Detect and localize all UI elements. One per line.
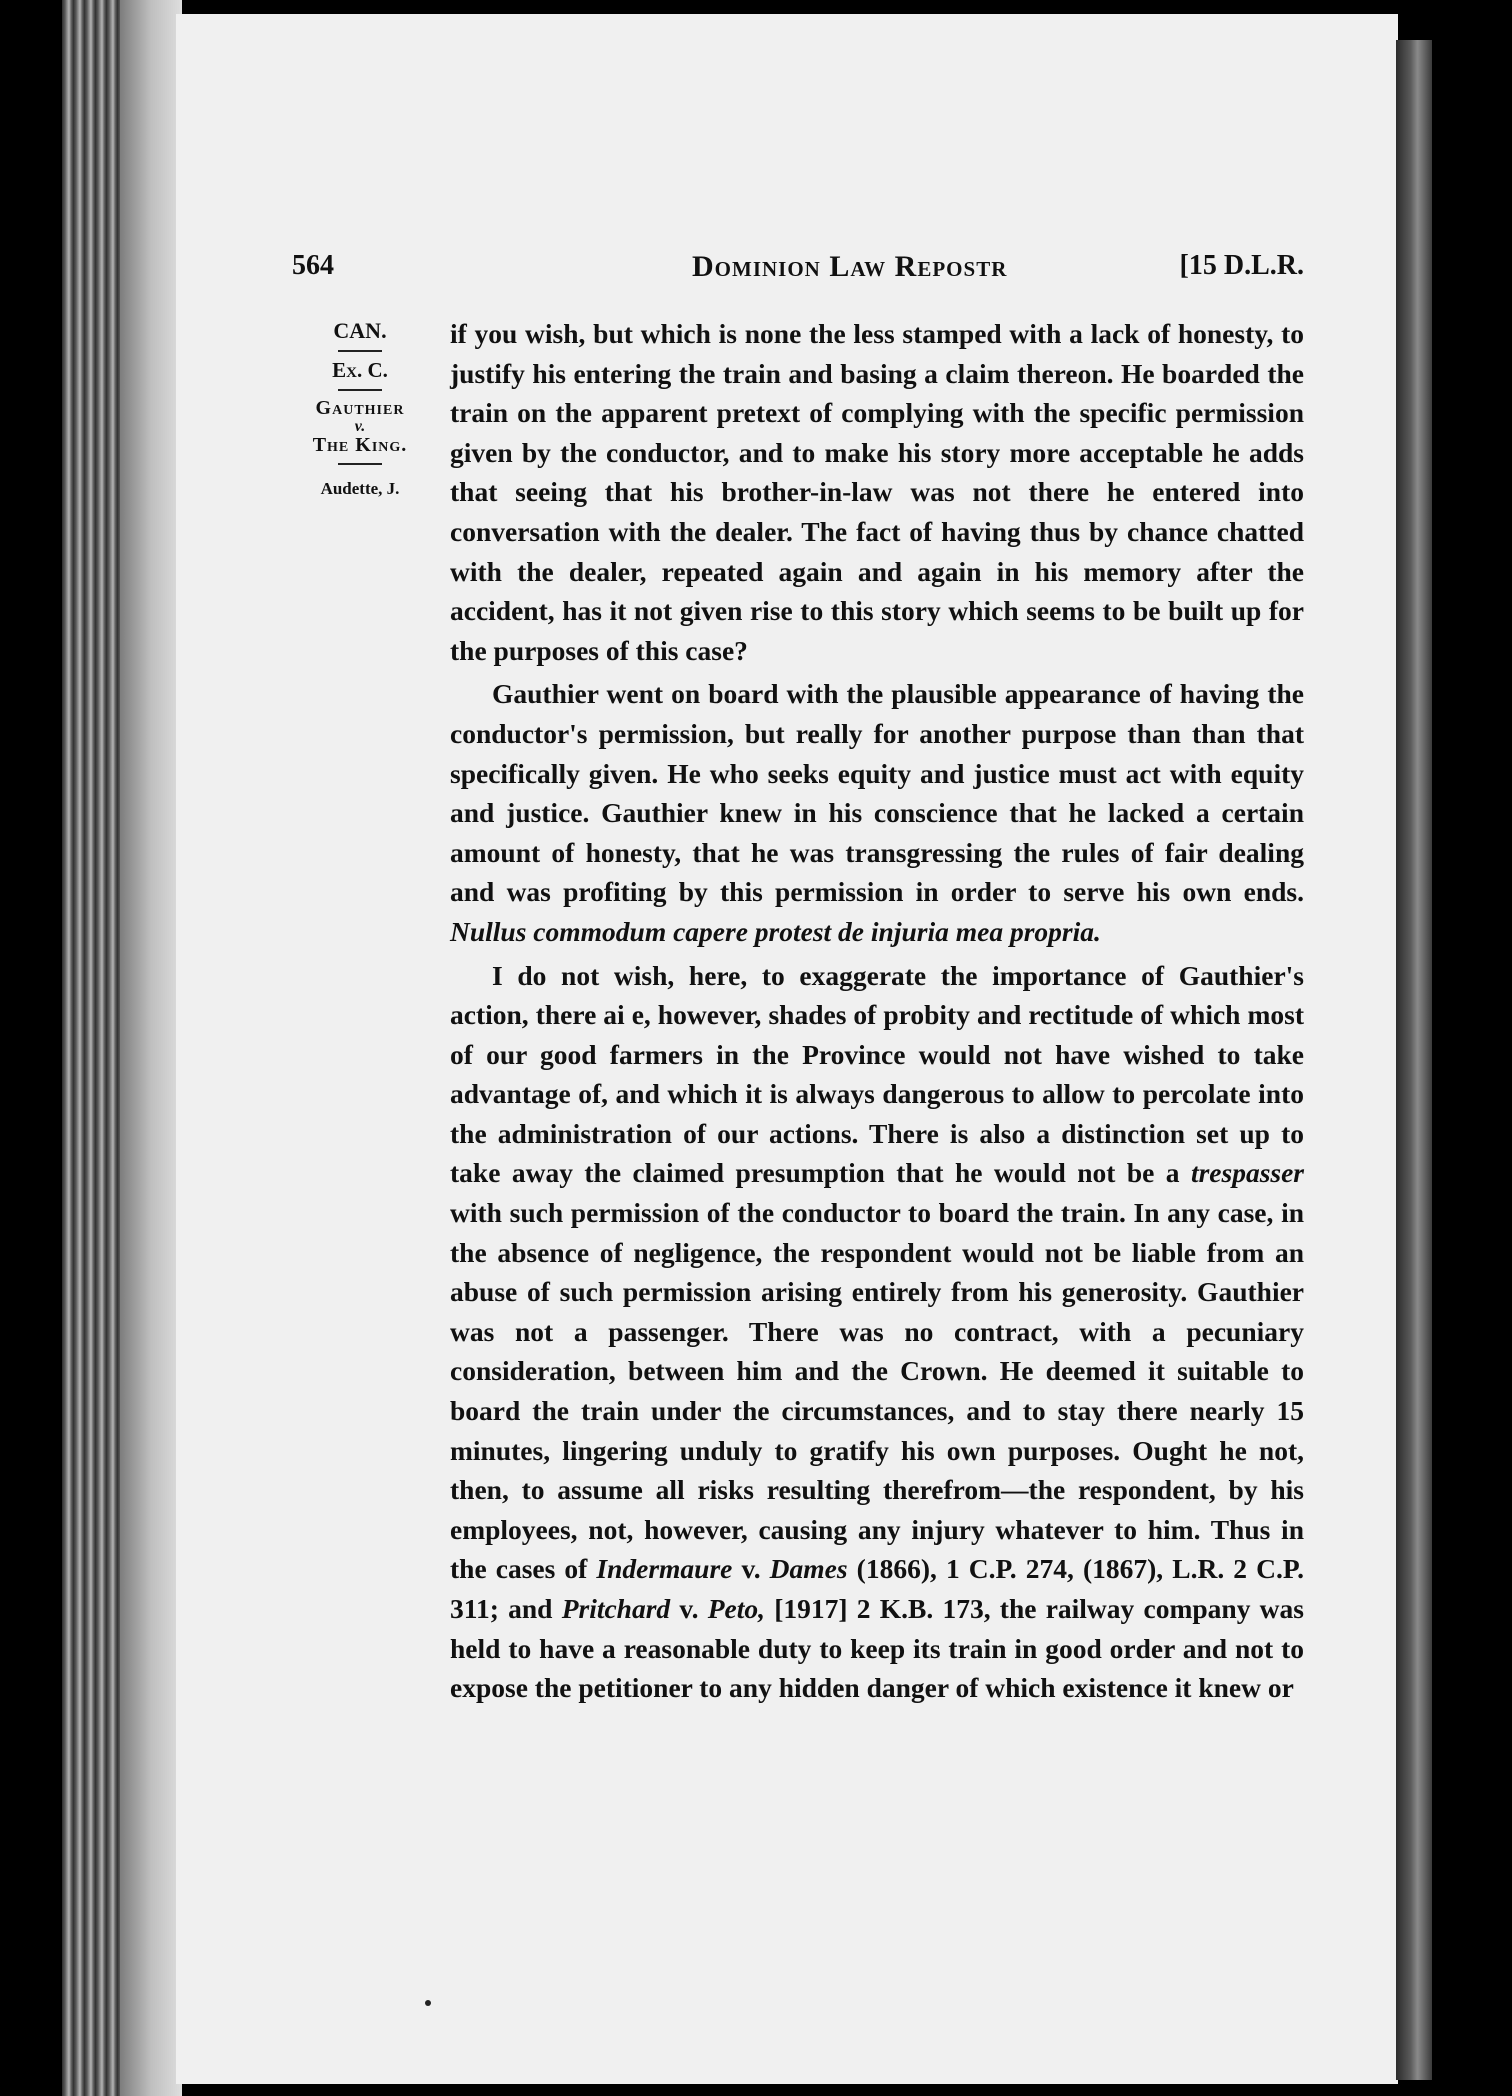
versus-text: v. [732,1553,770,1585]
divider [338,350,382,352]
body-text [450,314,1304,1708]
paragraph-2-text: Gauthier went on board with the plausible appearance of having the conductor's permission, but really for another purpose than than that specifically given. He who seeks equity and justice must act with equity and justice. Gauthier knew in his conscience that he lacked a certain amount of honesty, that he was transgressing the rules of fair dealing and was profiting by this permission in order to serve his own ends. [450,678,1304,908]
versus-label: v. [354,418,366,435]
book-right-edge [1396,40,1432,2080]
journal-title: Dominion Law Repostr [692,250,1008,283]
page-number: 564 [292,250,334,281]
paragraph-3-part-d: [1917] 2 K.B. 173, the railway company was held to have a reasonable duty to keep its train in good order and not to expose the petitioner to any hidden danger of which existence it knew or [450,1593,1304,1704]
case-name: Indermaure [596,1553,733,1585]
running-head [292,250,1304,290]
court-name: Ex. C. [332,358,388,382]
paragraph-1: if you wish, but which is none the less stamped with a lack of honesty, to justify his entering the train and basing a claim thereon. He boarded the train on the apparent pretext of complying with the specific permission given by the conductor, and to make his story more acceptable he adds that seeing that his brother-in-law was not there he entered into conversation with the dealer. The fact of having thus by chance chatted with the dealer, repeated again and again in his memory after the accident, has it not given rise to this story which seems to be built up for the purposes of this case? [450,318,1304,666]
divider [338,463,382,465]
judge-name: Audette, J. [320,479,400,498]
term-trespasser: trespasser [1190,1157,1304,1189]
paragraph-3 [450,956,1304,1708]
versus-text: v. [670,1593,708,1624]
latin-maxim: Nullus commodum capere protest de injuria mea propria. [450,915,1101,947]
party-appellant: Gauthier [315,397,405,419]
case-name: Dames [769,1553,848,1585]
paragraph-3-part-b: with such permission of the conductor to board the train. In any case, in the absence of negligence, the respondent would not be liable from an abuse of such permission arising entirely from his generosity. Gauthier was not a passenger. There was no contract, with a pecuniary consideration, between him and the Crown. He deemed it suitable to board the train under the circumstances, and to stay there nearly 15 minutes, lingering unduly to gratify his own purposes. Ought he not, then, to assume all risks resulting therefrom—the respondent, by his employees, not, however, causing any injury whatever to him. Thus in the cases of [450,1197,1304,1585]
paragraph-2 [450,674,1304,951]
side-notes [290,318,430,499]
paragraph-3-part-a: I do not wish, here, to exaggerate the importance of Gauthier's action, there ai e, however, shades of probity and rectitude of which most of our good farmers in the Province would not have wished to take advantage of, and which it is always dangerous to allow to percolate into the administration of our actions. There is also a distinction set up to take away the claimed presumption that he would not be a [450,959,1304,1189]
case-name: Peto, [707,1593,766,1624]
court-label: CAN. [333,318,387,343]
citation: (1866), 1 C.P. 274, (1867), L.R. 2 C.P. 311; and [450,1553,1304,1624]
case-name: Pritchard [561,1593,671,1624]
ink-dot [425,2000,431,2006]
book-gutter [120,0,182,2096]
volume-reference: [15 D.L.R. [1179,250,1304,281]
party-respondent: The King. [312,434,408,456]
divider [338,389,382,391]
